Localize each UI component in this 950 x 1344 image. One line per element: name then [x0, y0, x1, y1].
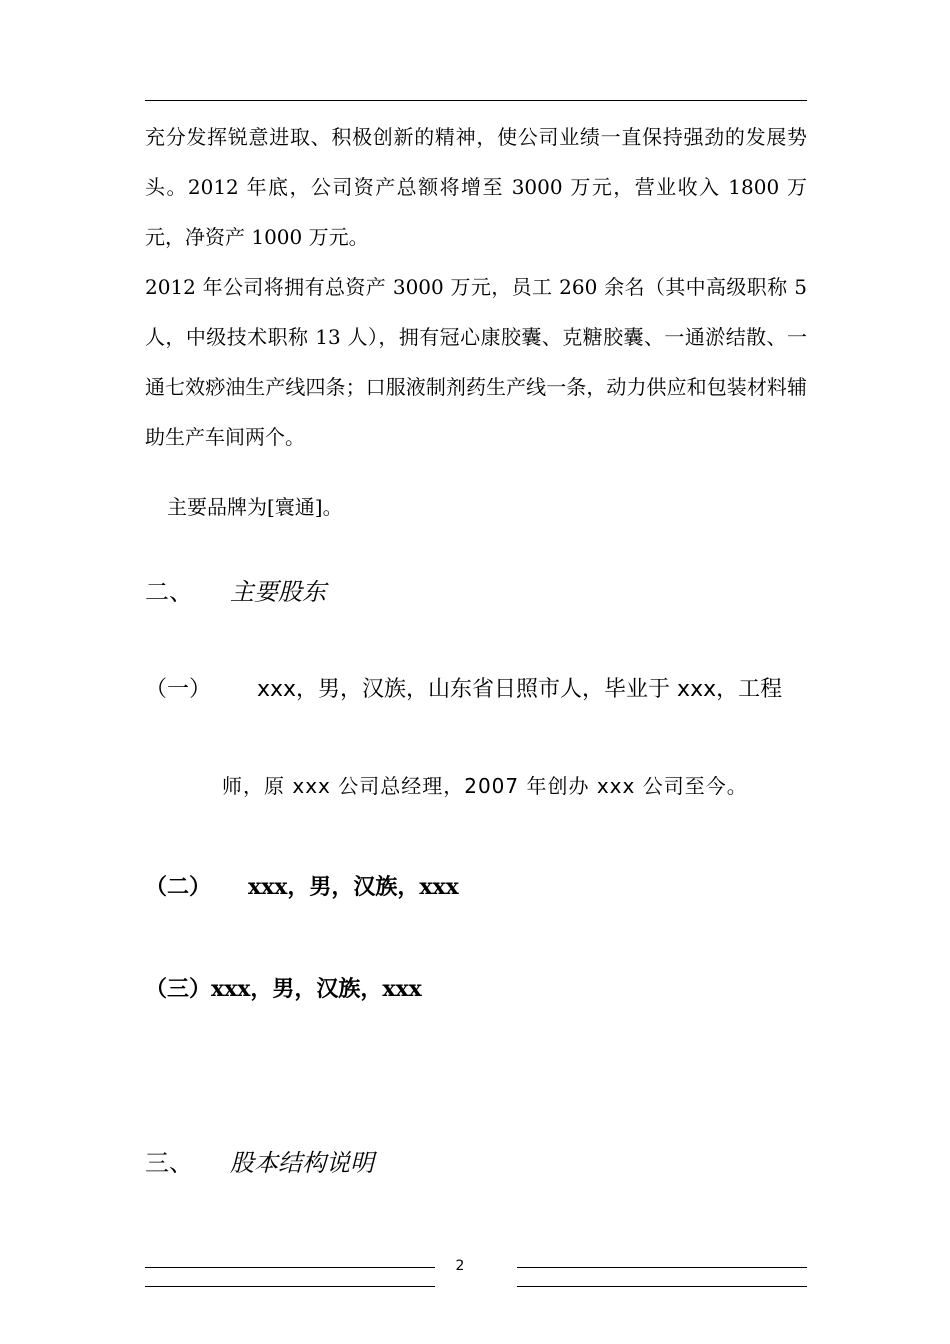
shareholder-item-2 — [145, 870, 459, 901]
section-number: 三、 — [145, 1149, 193, 1177]
section-heading-shareholders — [145, 572, 326, 607]
shareholder-item-3 — [145, 972, 422, 1003]
footer-rule-right-top — [517, 1267, 807, 1268]
paragraph-main-brand: 主要品牌为[寰通]。 — [167, 495, 343, 519]
section-title: 主要股东 — [230, 578, 326, 606]
footer-rule-right-bottom — [517, 1286, 807, 1287]
item-label: （一） — [145, 677, 212, 702]
paragraph-company-growth: 充分发挥锐意进取、积极创新的精神，使公司业绩一直保持强劲的发展势头。2012 年底，公司资产总额将增至 3000 万元，营业收入 1800 万元，净资产 1000 万元。 — [145, 125, 807, 249]
section-heading-equity-structure — [145, 1143, 374, 1178]
item-text: xxx，男，汉族，xxx — [248, 874, 459, 900]
item-label: （二） — [145, 874, 212, 900]
footer-rule-left-top — [145, 1267, 435, 1268]
shareholder-item-1 — [145, 672, 807, 703]
item-text: xxx，男，汉族，山东省日照市人，毕业于 xxx，工程 — [257, 677, 783, 702]
section-title: 股本结构说明 — [230, 1149, 374, 1177]
section-number: 二、 — [145, 578, 193, 606]
item-label: （三） — [145, 976, 212, 1002]
footer-rule-left-bottom — [145, 1286, 435, 1287]
shareholder-item-1-continued: 师，原 xxx 公司总经理，2007 年创办 xxx 公司至今。 — [222, 774, 748, 798]
paragraph-company-assets: 2012 年公司将拥有总资产 3000 万元，员工 260 余名（其中高级职称 5 人，中级技术职称 13 人），拥有冠心康胶囊、克糖胶囊、一通淤结散、一通七效痧油生产线四条；口服液制剂药生产线一条，动力供应和包装材料辅助生产车间两个。 — [145, 275, 807, 449]
header-rule — [145, 100, 807, 101]
page-number: 2 — [455, 1258, 465, 1274]
item-text: xxx，男，汉族，xxx — [211, 976, 422, 1002]
